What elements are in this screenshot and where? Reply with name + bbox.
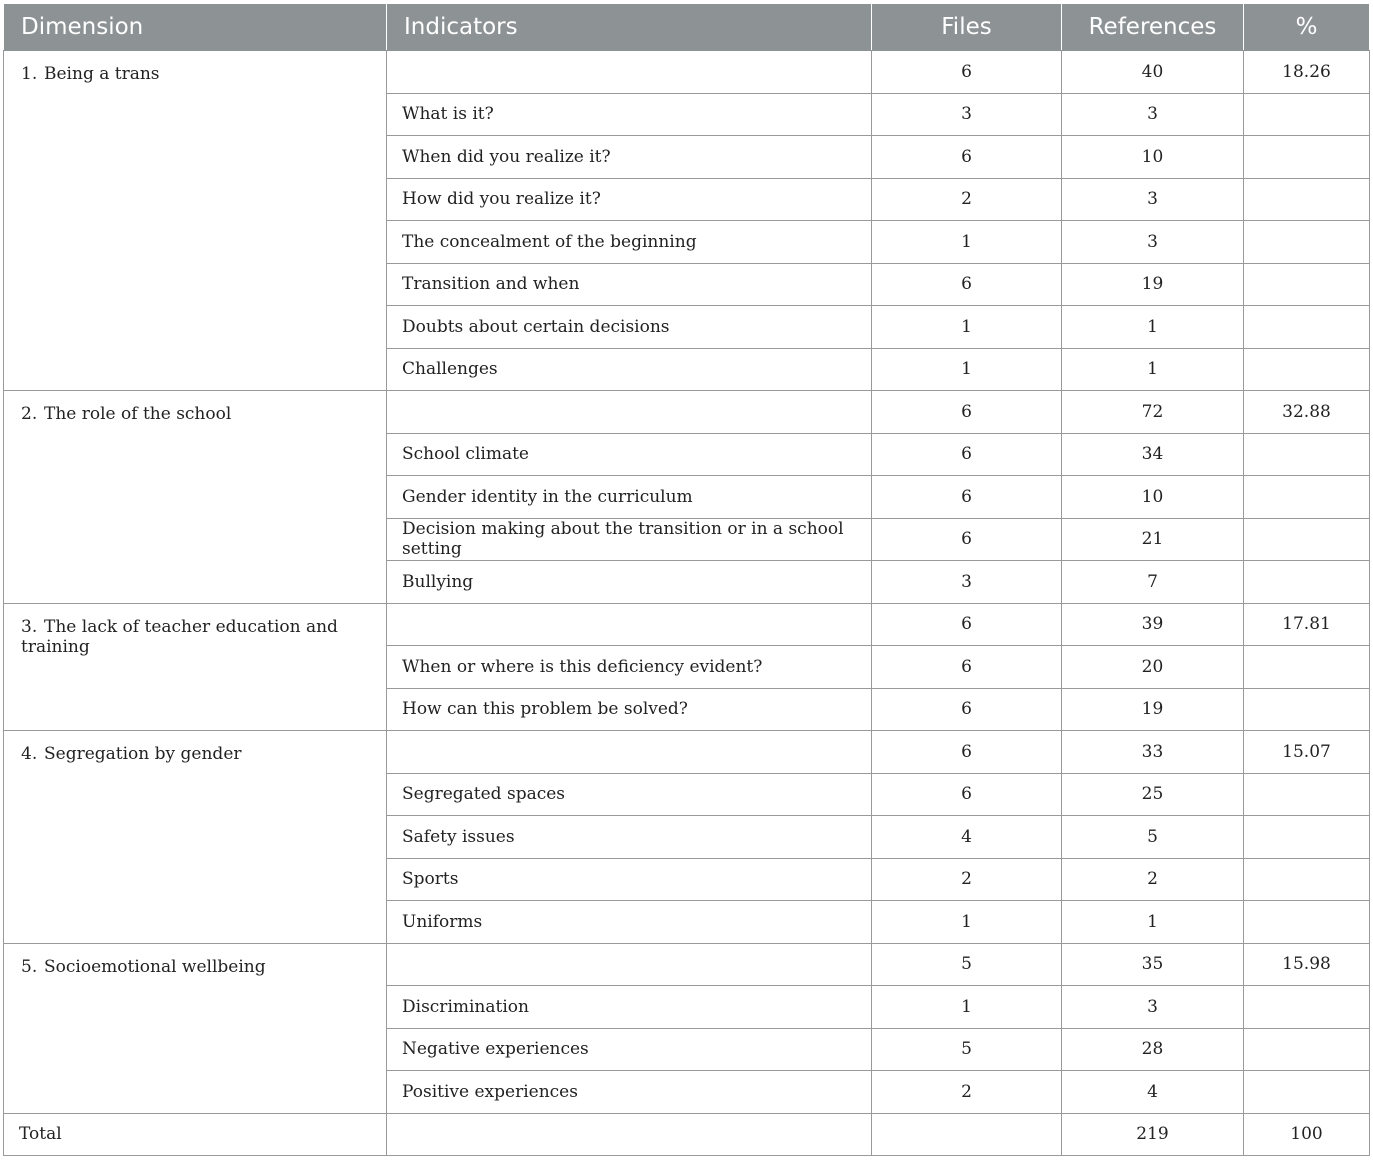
references-cell: 5 <box>1062 816 1244 859</box>
total-percent: 100 <box>1244 1113 1370 1155</box>
files-cell: 2 <box>872 858 1062 901</box>
dimension-number: 1. <box>21 64 38 84</box>
files-cell: 5 <box>872 943 1062 986</box>
header-percent: % <box>1244 4 1370 51</box>
percent-cell <box>1244 178 1370 221</box>
references-cell: 3 <box>1062 93 1244 136</box>
dimension-row <box>4 731 1370 774</box>
dimension-row <box>4 391 1370 434</box>
references-cell: 21 <box>1062 518 1244 561</box>
percent-cell: 15.07 <box>1244 731 1370 774</box>
files-cell: 6 <box>872 773 1062 816</box>
files-cell: 6 <box>872 263 1062 306</box>
percent-cell <box>1244 93 1370 136</box>
files-cell: 2 <box>872 1071 1062 1114</box>
percent-cell <box>1244 306 1370 349</box>
references-cell: 25 <box>1062 773 1244 816</box>
indicator-cell <box>387 603 872 646</box>
references-cell: 10 <box>1062 136 1244 179</box>
dimension-cell <box>4 943 387 1113</box>
percent-cell <box>1244 986 1370 1029</box>
percent-cell <box>1244 688 1370 731</box>
percent-cell <box>1244 476 1370 519</box>
header-indicators: Indicators <box>387 4 872 51</box>
dimension-label: Segregation by gender <box>44 744 242 764</box>
header-files: Files <box>872 4 1062 51</box>
indicator-label: When did you realize it? <box>387 136 872 179</box>
files-cell: 6 <box>872 646 1062 689</box>
references-cell: 10 <box>1062 476 1244 519</box>
percent-cell <box>1244 1028 1370 1071</box>
total-row <box>4 1113 1370 1155</box>
indicator-cell <box>387 51 872 94</box>
indicator-label: How did you realize it? <box>387 178 872 221</box>
indicator-label: Challenges <box>387 348 872 391</box>
indicator-cell <box>387 391 872 434</box>
references-cell: 28 <box>1062 1028 1244 1071</box>
dimension-row <box>4 943 1370 986</box>
total-references: 219 <box>1062 1113 1244 1155</box>
indicator-label: Discrimination <box>387 986 872 1029</box>
indicator-label: School climate <box>387 433 872 476</box>
dimension-cell <box>4 391 387 604</box>
indicator-label: Positive experiences <box>387 1071 872 1114</box>
header-references: References <box>1062 4 1244 51</box>
dimension-number: 5. <box>21 956 38 977</box>
indicator-label: Bullying <box>387 561 872 604</box>
percent-cell: 18.26 <box>1244 51 1370 94</box>
references-cell: 35 <box>1062 943 1244 986</box>
percent-cell <box>1244 518 1370 561</box>
dimension-cell <box>4 51 387 391</box>
indicator-label: What is it? <box>387 93 872 136</box>
percent-cell <box>1244 433 1370 476</box>
files-cell: 6 <box>872 136 1062 179</box>
files-cell: 6 <box>872 688 1062 731</box>
total-indicator-cell <box>387 1113 872 1155</box>
references-cell: 2 <box>1062 858 1244 901</box>
references-cell: 4 <box>1062 1071 1244 1114</box>
indicator-label: Negative experiences <box>387 1028 872 1071</box>
files-cell: 6 <box>872 518 1062 561</box>
dimension-label: The role of the school <box>44 404 232 424</box>
references-cell: 20 <box>1062 646 1244 689</box>
references-cell: 3 <box>1062 986 1244 1029</box>
indicator-label: Doubts about certain decisions <box>387 306 872 349</box>
indicator-label: The concealment of the beginning <box>387 221 872 264</box>
indicator-label: Gender identity in the curriculum <box>387 476 872 519</box>
total-label: Total <box>4 1113 387 1155</box>
files-cell: 1 <box>872 306 1062 349</box>
references-cell: 19 <box>1062 263 1244 306</box>
indicator-label: Transition and when <box>387 263 872 306</box>
indicator-label: Uniforms <box>387 901 872 944</box>
indicator-cell <box>387 731 872 774</box>
files-cell: 3 <box>872 561 1062 604</box>
files-cell: 6 <box>872 476 1062 519</box>
header-row <box>4 4 1370 51</box>
dimension-number: 4. <box>21 744 38 764</box>
files-cell: 5 <box>872 1028 1062 1071</box>
indicator-label: Sports <box>387 858 872 901</box>
references-cell: 7 <box>1062 561 1244 604</box>
percent-cell <box>1244 858 1370 901</box>
percent-cell: 32.88 <box>1244 391 1370 434</box>
dimension-number: 2. <box>21 404 38 424</box>
references-cell: 19 <box>1062 688 1244 731</box>
references-cell: 33 <box>1062 731 1244 774</box>
references-cell: 1 <box>1062 348 1244 391</box>
percent-cell: 17.81 <box>1244 603 1370 646</box>
percent-cell <box>1244 773 1370 816</box>
percent-cell: 15.98 <box>1244 943 1370 986</box>
dimension-label: Being a trans <box>44 64 160 84</box>
files-cell: 1 <box>872 986 1062 1029</box>
percent-cell <box>1244 263 1370 306</box>
indicator-label: Segregated spaces <box>387 773 872 816</box>
indicator-label: Decision making about the transition or in a school setting <box>387 518 872 561</box>
dimension-number: 3. <box>21 616 38 637</box>
dimension-cell <box>4 603 387 731</box>
files-cell: 6 <box>872 433 1062 476</box>
references-cell: 39 <box>1062 603 1244 646</box>
references-cell: 1 <box>1062 306 1244 349</box>
files-cell: 1 <box>872 901 1062 944</box>
dimension-row <box>4 51 1370 94</box>
files-cell: 6 <box>872 391 1062 434</box>
percent-cell <box>1244 816 1370 859</box>
references-cell: 34 <box>1062 433 1244 476</box>
dimension-row <box>4 603 1370 646</box>
percent-cell <box>1244 561 1370 604</box>
files-cell: 6 <box>872 51 1062 94</box>
total-files-cell <box>872 1113 1062 1155</box>
percent-cell <box>1244 136 1370 179</box>
percent-cell <box>1244 646 1370 689</box>
dimension-cell <box>4 731 387 944</box>
percent-cell <box>1244 901 1370 944</box>
files-cell: 6 <box>872 731 1062 774</box>
header-dimension: Dimension <box>4 4 387 51</box>
indicator-label: When or where is this deficiency evident? <box>387 646 872 689</box>
dimension-label: The lack of teacher education and training <box>21 616 338 657</box>
references-cell: 1 <box>1062 901 1244 944</box>
table-body <box>4 51 1370 1156</box>
dimensions-table <box>3 3 1370 1156</box>
files-cell: 6 <box>872 603 1062 646</box>
references-cell: 40 <box>1062 51 1244 94</box>
dimension-label: Socioemotional wellbeing <box>44 956 266 977</box>
references-cell: 3 <box>1062 178 1244 221</box>
percent-cell <box>1244 1071 1370 1114</box>
files-cell: 1 <box>872 348 1062 391</box>
files-cell: 3 <box>872 93 1062 136</box>
references-cell: 3 <box>1062 221 1244 264</box>
files-cell: 1 <box>872 221 1062 264</box>
files-cell: 4 <box>872 816 1062 859</box>
indicator-label: How can this problem be solved? <box>387 688 872 731</box>
percent-cell <box>1244 221 1370 264</box>
indicator-label: Safety issues <box>387 816 872 859</box>
files-cell: 2 <box>872 178 1062 221</box>
percent-cell <box>1244 348 1370 391</box>
references-cell: 72 <box>1062 391 1244 434</box>
indicator-cell <box>387 943 872 986</box>
